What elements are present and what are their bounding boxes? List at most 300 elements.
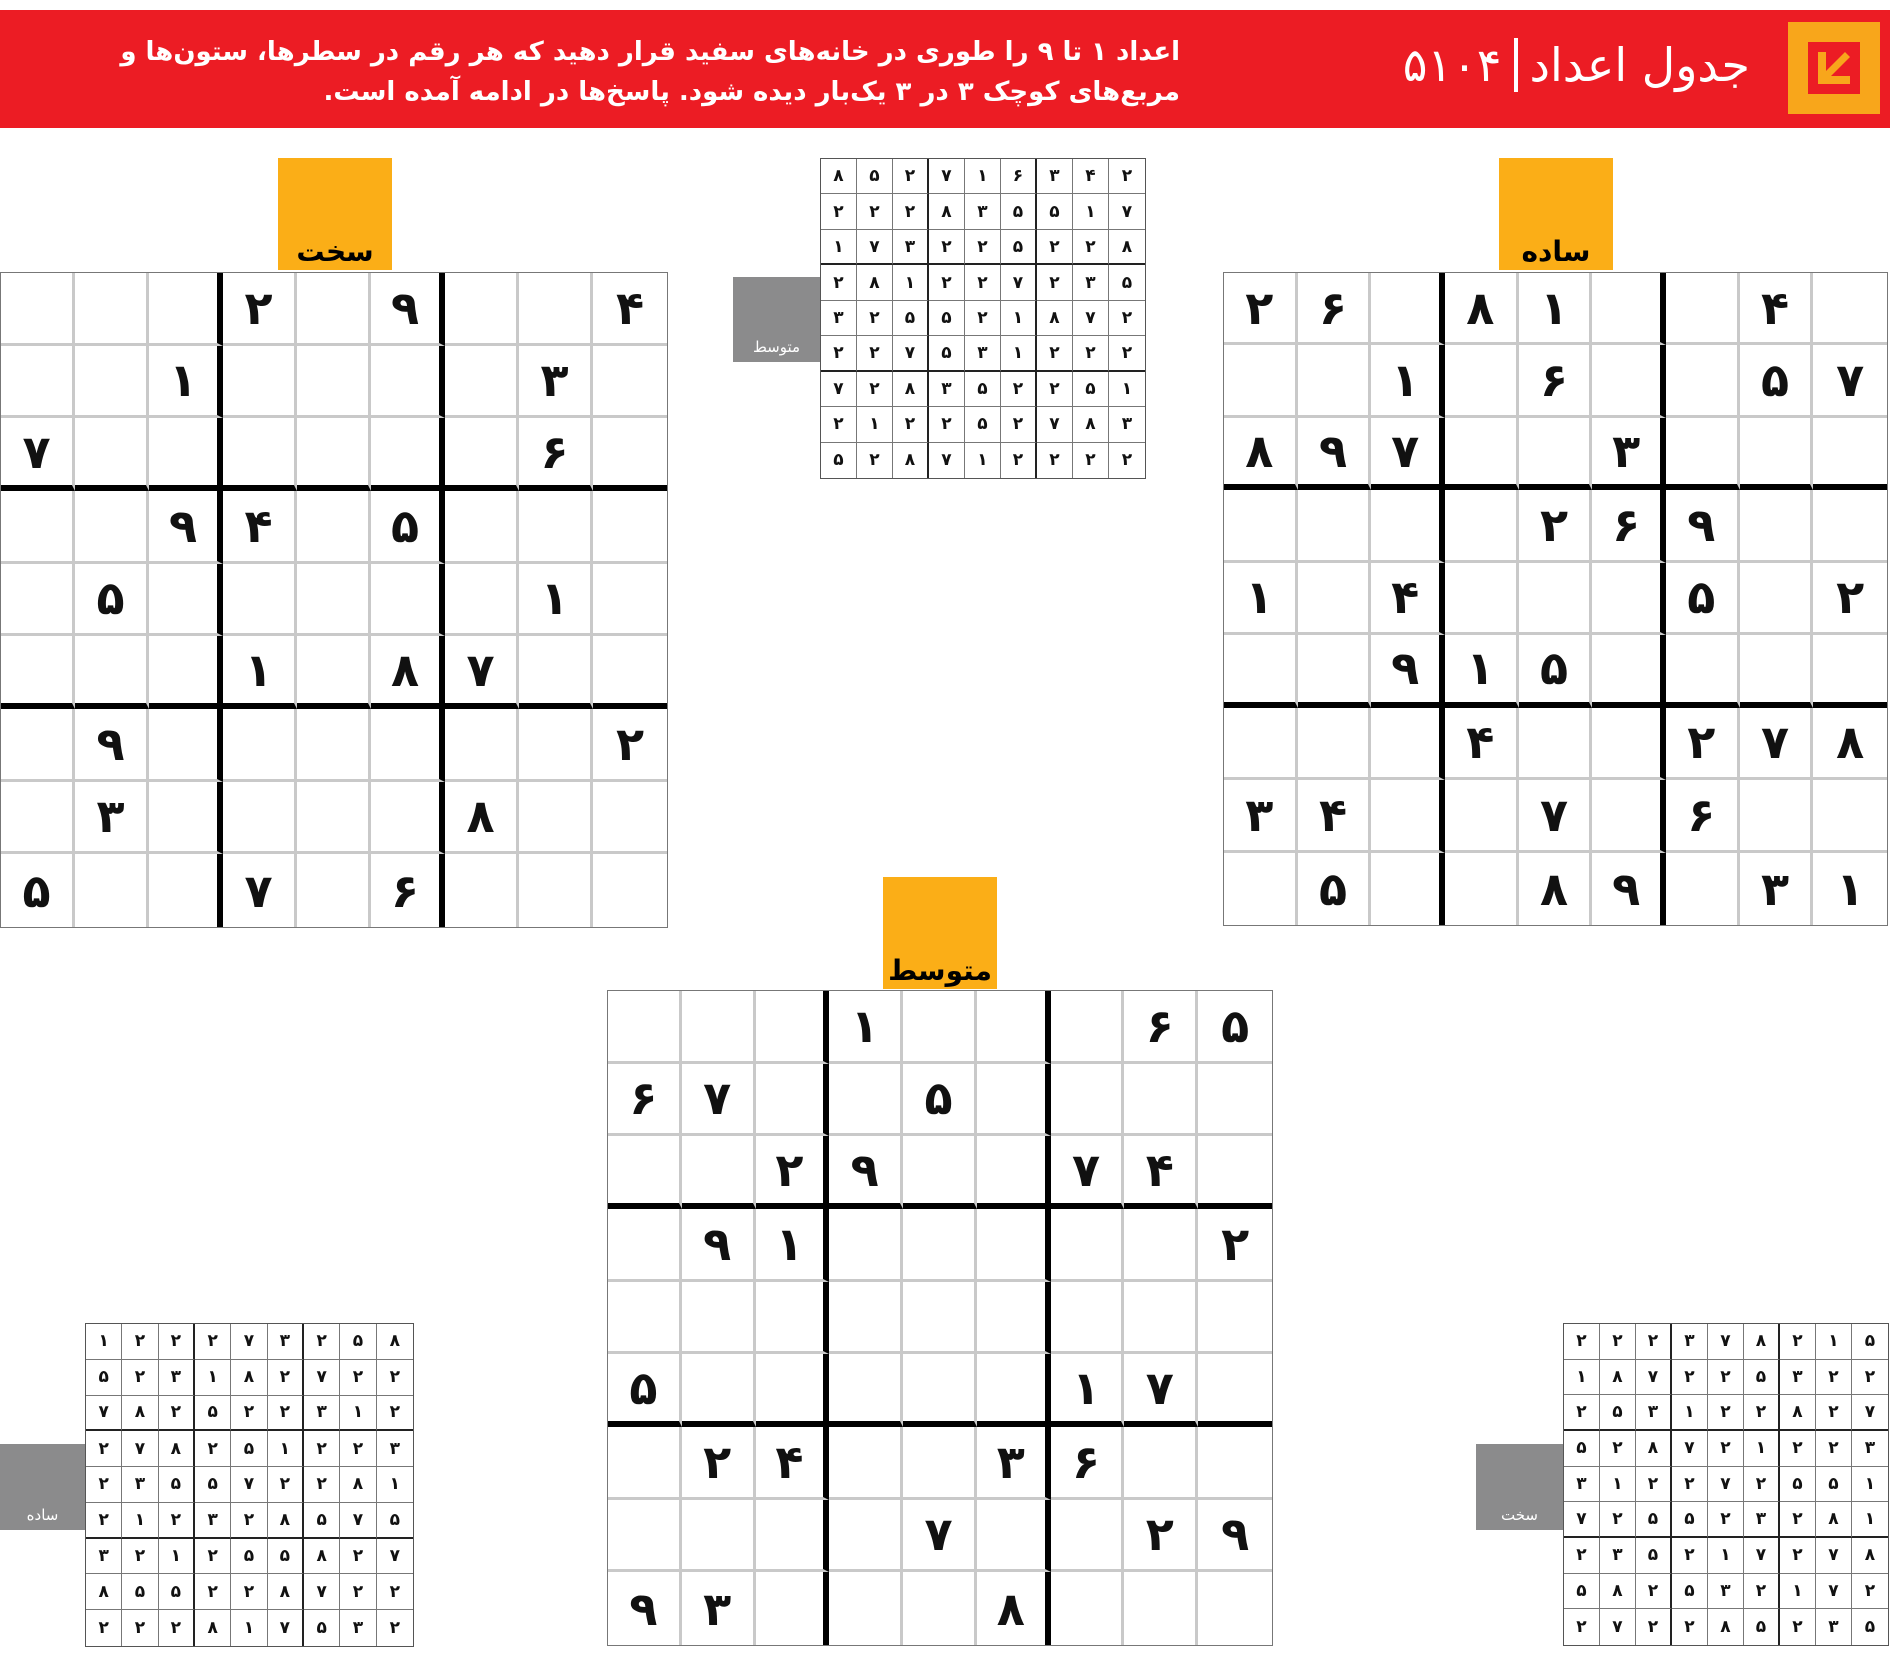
sudoku-cell (608, 1500, 682, 1573)
page-title (1403, 38, 1750, 92)
sudoku-cell: ۵ (965, 372, 1001, 407)
sudoku-cell: ۳ (1073, 265, 1109, 300)
sudoku-cell: ۵ (1744, 1609, 1780, 1645)
sudoku-cell: ۳ (159, 1360, 195, 1396)
easy-puzzle-label: ساده (1499, 158, 1613, 270)
sudoku-cell: ۱ (340, 1396, 376, 1432)
sudoku-cell: ۲ (159, 1324, 195, 1360)
sudoku-cell (1666, 635, 1740, 707)
sudoku-cell: ۸ (1852, 1538, 1888, 1574)
sudoku-cell: ۲ (377, 1360, 413, 1396)
sudoku-cell: ۱ (1836, 861, 1865, 916)
sudoku-cell (519, 636, 593, 709)
answer-easy (85, 1323, 414, 1647)
sudoku-cell (1, 564, 75, 637)
sudoku-cell (297, 273, 371, 346)
sudoku-cell: ۸ (195, 1610, 231, 1646)
sudoku-cell: ۵ (1, 854, 75, 927)
sudoku-cell (371, 346, 445, 419)
sudoku-cell (1, 709, 75, 782)
sudoku-cell: ۲ (1780, 1538, 1816, 1574)
sudoku-cell: ۱ (1073, 194, 1109, 229)
sudoku-cell: ۲ (268, 1360, 304, 1396)
sudoku-cell: ۲ (1672, 1538, 1708, 1574)
sudoku-cell: ۲ (1124, 1500, 1198, 1573)
sudoku-cell: ۵ (821, 443, 857, 478)
sudoku-cell: ۲ (1636, 1467, 1672, 1503)
sudoku-cell: ۲ (1121, 450, 1133, 471)
sudoku-cell: ۲ (268, 1467, 304, 1503)
sudoku-cell (977, 1500, 1051, 1573)
sudoku-cell: ۲ (1744, 1574, 1780, 1610)
sudoku-cell (1371, 853, 1445, 925)
sudoku-cell (1198, 1572, 1272, 1645)
sudoku-hard (0, 272, 668, 928)
sudoku-cell: ۸ (1636, 1431, 1672, 1467)
sudoku-cell: ۶ (1298, 273, 1372, 345)
sudoku-cell: ۸ (1600, 1360, 1636, 1396)
sudoku-cell: ۳ (1852, 1431, 1888, 1467)
sudoku-cell: ۸ (1224, 418, 1298, 490)
sudoku-cell: ۷ (1816, 1538, 1852, 1574)
sudoku-cell: ۲ (1852, 1360, 1888, 1396)
sudoku-cell: ۲ (195, 1324, 231, 1360)
sudoku-cell: ۲ (340, 1574, 376, 1610)
sudoku-cell: ۲ (893, 159, 929, 194)
sudoku-cell: ۲ (1816, 1431, 1852, 1467)
sudoku-cell: ۲ (340, 1360, 376, 1396)
sudoku-cell (1445, 853, 1519, 925)
sudoku-cell: ۷ (929, 443, 965, 478)
sudoku-cell: ۲ (1073, 230, 1109, 265)
sudoku-cell (977, 1282, 1051, 1355)
sudoku-cell: ۸ (929, 194, 965, 229)
sudoku-cell: ۷ (1124, 1354, 1198, 1427)
sudoku-cell: ۷ (1073, 301, 1109, 336)
sudoku-cell: ۸ (1708, 1609, 1744, 1645)
sudoku-cell (1666, 853, 1740, 925)
sudoku-cell: ۵ (377, 1503, 413, 1539)
sudoku-cell: ۲ (86, 1503, 122, 1539)
sudoku-cell: ۱ (1744, 1431, 1780, 1467)
sudoku-cell (1666, 273, 1740, 345)
sudoku-cell: ۵ (893, 301, 929, 336)
sudoku-cell (519, 491, 593, 564)
sudoku-cell: ۸ (1519, 853, 1593, 925)
sudoku-cell: ۲ (1672, 1467, 1708, 1503)
sudoku-cell: ۲ (1600, 1502, 1636, 1538)
sudoku-cell: ۱ (1109, 372, 1145, 407)
sudoku-cell (903, 1282, 977, 1355)
sudoku-cell: ۵ (304, 1503, 340, 1539)
sudoku-cell (903, 1136, 977, 1209)
sudoku-cell: ۲ (377, 1574, 413, 1610)
sudoku-cell (223, 782, 297, 855)
sudoku-cell: ۵ (1780, 1467, 1816, 1503)
sudoku-cell (977, 1354, 1051, 1427)
sudoku-cell: ۱ (857, 407, 893, 442)
sudoku-cell: ۵ (122, 1574, 158, 1610)
sudoku-cell: ۸ (821, 159, 857, 194)
sudoku-cell: ۸ (371, 636, 445, 709)
sudoku-cell (519, 273, 593, 346)
sudoku-cell: ۲ (929, 265, 965, 300)
sudoku-cell: ۲ (159, 1396, 195, 1432)
sudoku-cell: ۸ (340, 1467, 376, 1503)
sudoku-cell: ۵ (929, 336, 965, 371)
sudoku-cell: ۷ (1037, 407, 1073, 442)
sudoku-cell: ۴ (223, 491, 297, 564)
sudoku-cell: ۲ (1852, 1574, 1888, 1610)
answer-easy-label: ساده (0, 1444, 85, 1530)
sudoku-cell: ۳ (965, 194, 1001, 229)
sudoku-cell (1592, 273, 1666, 345)
sudoku-cell (297, 636, 371, 709)
sudoku-cell (593, 418, 667, 491)
sudoku-cell: ۵ (1672, 1502, 1708, 1538)
sudoku-cell (149, 418, 223, 491)
sudoku-cell: ۷ (122, 1431, 158, 1467)
sudoku-cell: ۱ (1371, 345, 1445, 417)
sudoku-cell: ۵ (1666, 563, 1740, 635)
sudoku-cell: ۷ (1816, 1574, 1852, 1610)
sudoku-cell (593, 346, 667, 419)
sudoku-cell: ۸ (893, 372, 929, 407)
sudoku-cell (1224, 345, 1298, 417)
sudoku-cell: ۲ (195, 1539, 231, 1575)
sudoku-cell: ۹ (829, 1136, 903, 1209)
sudoku-cell: ۳ (1740, 853, 1814, 925)
sudoku-cell (1224, 490, 1298, 562)
sudoku-cell: ۷ (929, 159, 965, 194)
sudoku-cell: ۲ (1564, 1395, 1600, 1431)
sudoku-cell: ۲ (1708, 1360, 1744, 1396)
sudoku-cell (682, 1136, 756, 1209)
sudoku-cell: ۳ (1672, 1324, 1708, 1360)
sudoku-cell (903, 1572, 977, 1645)
sudoku-cell: ۶ (608, 1064, 682, 1137)
sudoku-cell: ۷ (1813, 345, 1887, 417)
answer-hard-label: سخت (1476, 1444, 1563, 1530)
sudoku-cell (756, 1064, 830, 1137)
sudoku-cell: ۷ (304, 1360, 340, 1396)
sudoku-cell: ۲ (1109, 301, 1145, 336)
sudoku-cell (75, 346, 149, 419)
sudoku-cell: ۵ (1198, 991, 1272, 1064)
sudoku-cell: ۸ (268, 1503, 304, 1539)
sudoku-cell: ۹ (682, 1209, 756, 1282)
sudoku-cell: ۸ (977, 1572, 1051, 1645)
sudoku-cell: ۳ (1636, 1395, 1672, 1431)
sudoku-cell (682, 1500, 756, 1573)
sudoku-cell (1124, 1572, 1198, 1645)
sudoku-cell (1445, 780, 1519, 852)
sudoku-cell: ۲ (1780, 1324, 1816, 1360)
sudoku-cell: ۵ (903, 1064, 977, 1137)
sudoku-cell: ۱ (1564, 1360, 1600, 1396)
answer-medium-label: متوسط (733, 277, 820, 362)
sudoku-cell: ۲ (1672, 1609, 1708, 1645)
sudoku-cell (1740, 635, 1814, 707)
sudoku-cell: ۵ (1001, 194, 1037, 229)
sudoku-cell: ۲ (304, 1324, 340, 1360)
sudoku-cell (1592, 635, 1666, 707)
sudoku-cell: ۵ (340, 1324, 376, 1360)
sudoku-cell: ۱ (829, 991, 903, 1064)
sudoku-cell: ۸ (159, 1431, 195, 1467)
sudoku-cell (682, 1354, 756, 1427)
sudoku-cell (1813, 635, 1887, 707)
sudoku-cell: ۱ (1051, 1354, 1125, 1427)
sudoku-cell: ۸ (1037, 301, 1073, 336)
sudoku-cell: ۲ (1037, 230, 1073, 265)
sudoku-cell: ۱ (1816, 1324, 1852, 1360)
sudoku-cell (756, 1572, 830, 1645)
sudoku-cell (1519, 708, 1593, 780)
sudoku-cell: ۷ (1600, 1609, 1636, 1645)
sudoku-cell: ۱ (1001, 301, 1037, 336)
sudoku-cell: ۶ (1051, 1427, 1125, 1500)
sudoku-cell (75, 273, 149, 346)
sudoku-cell: ۲ (857, 301, 893, 336)
sudoku-cell: ۷ (903, 1500, 977, 1573)
sudoku-cell: ۲ (1780, 1609, 1816, 1645)
sudoku-cell: ۳ (1816, 1609, 1852, 1645)
sudoku-cell: ۱ (893, 265, 929, 300)
sudoku-cell: ۲ (1564, 1324, 1600, 1360)
sudoku-cell: ۲ (377, 1396, 413, 1432)
sudoku-cell: ۹ (75, 709, 149, 782)
sudoku-cell: ۳ (965, 336, 1001, 371)
sudoku-cell: ۲ (1636, 1574, 1672, 1610)
sudoku-cell: ۱ (1224, 563, 1298, 635)
sudoku-cell (75, 636, 149, 709)
sudoku-cell: ۱ (1852, 1467, 1888, 1503)
sudoku-cell: ۳ (340, 1610, 376, 1646)
sudoku-cell: ۹ (608, 1572, 682, 1645)
sudoku-cell: ۲ (340, 1539, 376, 1575)
sudoku-cell: ۱ (1852, 1502, 1888, 1538)
sudoku-cell: ۵ (1073, 372, 1109, 407)
sudoku-cell: ۹ (1298, 418, 1372, 490)
sudoku-cell: ۴ (756, 1427, 830, 1500)
sudoku-cell (1813, 418, 1887, 490)
sudoku-cell (1740, 418, 1814, 490)
sudoku-cell: ۲ (965, 301, 1001, 336)
sudoku-cell (371, 418, 445, 491)
sudoku-cell (829, 1354, 903, 1427)
sudoku-cell: ۵ (159, 1574, 195, 1610)
sudoku-cell (519, 782, 593, 855)
sudoku-cell: ۳ (977, 1427, 1051, 1500)
sudoku-cell: ۸ (377, 1324, 413, 1360)
medium-puzzle-label: متوسط (883, 877, 997, 989)
sudoku-cell: ۷ (1852, 1395, 1888, 1431)
sudoku-cell: ۲ (965, 230, 1001, 265)
sudoku-cell: ۲ (1816, 1395, 1852, 1431)
sudoku-cell: ۳ (1780, 1360, 1816, 1396)
sudoku-cell: ۲ (1813, 563, 1887, 635)
sudoku-cell: ۲ (1636, 1609, 1672, 1645)
sudoku-cell (1, 782, 75, 855)
sudoku-cell: ۲ (1109, 159, 1145, 194)
sudoku-cell: ۲ (231, 1503, 267, 1539)
sudoku-cell: ۱ (1519, 273, 1593, 345)
sudoku-cell (1, 273, 75, 346)
sudoku-cell: ۲ (893, 194, 929, 229)
sudoku-cell (1371, 780, 1445, 852)
sudoku-cell: ۵ (857, 159, 893, 194)
sudoku-cell (903, 1354, 977, 1427)
sudoku-cell: ۲ (682, 1427, 756, 1500)
sudoku-cell: ۸ (304, 1539, 340, 1575)
sudoku-cell: ۲ (1037, 443, 1073, 478)
sudoku-cell: ۲ (304, 1467, 340, 1503)
sudoku-cell: ۷ (821, 372, 857, 407)
sudoku-cell: ۷ (223, 854, 297, 927)
sudoku-cell (149, 564, 223, 637)
sudoku-cell (223, 564, 297, 637)
sudoku-cell: ۵ (1564, 1574, 1600, 1610)
sudoku-cell (903, 1427, 977, 1500)
sudoku-cell (297, 782, 371, 855)
sudoku-cell (1051, 1209, 1125, 1282)
sudoku-cell: ۶ (1519, 345, 1593, 417)
sudoku-cell: ۵ (1037, 194, 1073, 229)
sudoku-cell (1, 491, 75, 564)
sudoku-cell (75, 418, 149, 491)
sudoku-cell: ۲ (593, 709, 667, 782)
sudoku-cell: ۸ (1744, 1324, 1780, 1360)
sudoku-cell: ۵ (1744, 1360, 1780, 1396)
sudoku-cell: ۵ (231, 1539, 267, 1575)
sudoku-cell: ۲ (1037, 265, 1073, 300)
sudoku-cell (1666, 345, 1740, 417)
sudoku-cell (1740, 563, 1814, 635)
sudoku-cell (1124, 1064, 1198, 1137)
sudoku-cell: ۲ (122, 1324, 158, 1360)
sudoku-cell: ۷ (1708, 1467, 1744, 1503)
sudoku-cell (1813, 273, 1887, 345)
sudoku-cell: ۲ (929, 230, 965, 265)
sudoku-cell: ۲ (86, 1431, 122, 1467)
sudoku-cell (829, 1572, 903, 1645)
sudoku-cell: ۵ (1864, 1617, 1876, 1638)
sudoku-cell: ۹ (1592, 853, 1666, 925)
sudoku-cell (977, 1209, 1051, 1282)
sudoku-cell (75, 491, 149, 564)
sudoku-cell (977, 991, 1051, 1064)
sudoku-cell: ۹ (149, 491, 223, 564)
sudoku-cell (1051, 1282, 1125, 1355)
sudoku-cell (608, 1282, 682, 1355)
sudoku-cell (756, 1354, 830, 1427)
sudoku-cell: ۲ (1744, 1467, 1780, 1503)
sudoku-cell (149, 709, 223, 782)
sudoku-cell (1051, 1572, 1125, 1645)
sudoku-cell (593, 854, 667, 927)
sudoku-cell: ۱ (159, 1539, 195, 1575)
sudoku-cell (223, 709, 297, 782)
sudoku-cell: ۸ (445, 782, 519, 855)
sudoku-cell: ۶ (1666, 780, 1740, 852)
sudoku-cell: ۸ (893, 443, 929, 478)
sudoku-cell (1224, 708, 1298, 780)
sudoku-cell: ۷ (1109, 194, 1145, 229)
sudoku-cell: ۵ (1564, 1431, 1600, 1467)
sudoku-cell (608, 1209, 682, 1282)
sudoku-cell: ۷ (857, 230, 893, 265)
sudoku-cell: ۲ (1708, 1502, 1744, 1538)
sudoku-cell: ۸ (857, 265, 893, 300)
instructions-text: اعداد ۱ تا ۹ را طوری در خانه‌های سفید قرار دهید که هر رقم در سطرها، ستون‌ها و مربع‌های کوچک ۳ در ۳ یک‌بار دیده شود. پاسخ‌ها در ادامه آمده است. (120, 37, 1180, 107)
sudoku-cell: ۷ (1636, 1360, 1672, 1396)
sudoku-cell: ۱ (377, 1467, 413, 1503)
sudoku-cell: ۲ (1037, 336, 1073, 371)
sudoku-cell: ۲ (1600, 1431, 1636, 1467)
sudoku-cell: ۸ (1445, 273, 1519, 345)
sudoku-cell: ۵ (1672, 1574, 1708, 1610)
sudoku-cell: ۳ (682, 1572, 756, 1645)
sudoku-cell: ۵ (1001, 230, 1037, 265)
sudoku-cell: ۳ (821, 301, 857, 336)
sudoku-cell (1298, 635, 1372, 707)
sudoku-cell: ۳ (1224, 780, 1298, 852)
issue-number: ۵۱۰۴ (1402, 38, 1502, 92)
sudoku-cell (1371, 708, 1445, 780)
sudoku-cell: ۱ (965, 443, 1001, 478)
sudoku-cell: ۲ (1001, 407, 1037, 442)
sudoku-cell: ۵ (965, 407, 1001, 442)
sudoku-cell (829, 1282, 903, 1355)
sudoku-cell: ۳ (1109, 407, 1145, 442)
sudoku-cell: ۲ (1109, 336, 1145, 371)
sudoku-cell (1592, 780, 1666, 852)
sudoku-cell (1, 346, 75, 419)
sudoku-cell (445, 273, 519, 346)
sudoku-cell: ۷ (893, 336, 929, 371)
sudoku-cell: ۳ (1600, 1538, 1636, 1574)
sudoku-cell (1445, 345, 1519, 417)
sudoku-cell: ۲ (1198, 1209, 1272, 1282)
sudoku-cell (1371, 490, 1445, 562)
sudoku-cell (977, 1136, 1051, 1209)
sudoku-cell (903, 991, 977, 1064)
sudoku-cell: ۲ (1816, 1360, 1852, 1396)
sudoku-cell: ۳ (75, 782, 149, 855)
hard-puzzle-label: سخت (278, 158, 392, 270)
sudoku-cell: ۲ (1780, 1431, 1816, 1467)
sudoku-cell (1298, 345, 1372, 417)
sudoku-cell: ۱ (1672, 1395, 1708, 1431)
sudoku-cell: ۵ (608, 1354, 682, 1427)
title-divider (1514, 38, 1518, 92)
sudoku-cell: ۷ (1564, 1502, 1600, 1538)
sudoku-cell: ۱ (1708, 1538, 1744, 1574)
sudoku-cell (149, 854, 223, 927)
sudoku-cell: ۱ (1001, 336, 1037, 371)
sudoku-cell (371, 782, 445, 855)
sudoku-cell: ۸ (1109, 230, 1145, 265)
sudoku-cell: ۵ (1636, 1502, 1672, 1538)
sudoku-cell: ۵ (75, 564, 149, 637)
sudoku-cell (149, 636, 223, 709)
sudoku-cell: ۸ (1600, 1574, 1636, 1610)
sudoku-cell: ۲ (1780, 1502, 1816, 1538)
sudoku-cell: ۷ (377, 1539, 413, 1575)
sudoku-cell: ۳ (1037, 159, 1073, 194)
sudoku-cell: ۷ (1519, 780, 1593, 852)
